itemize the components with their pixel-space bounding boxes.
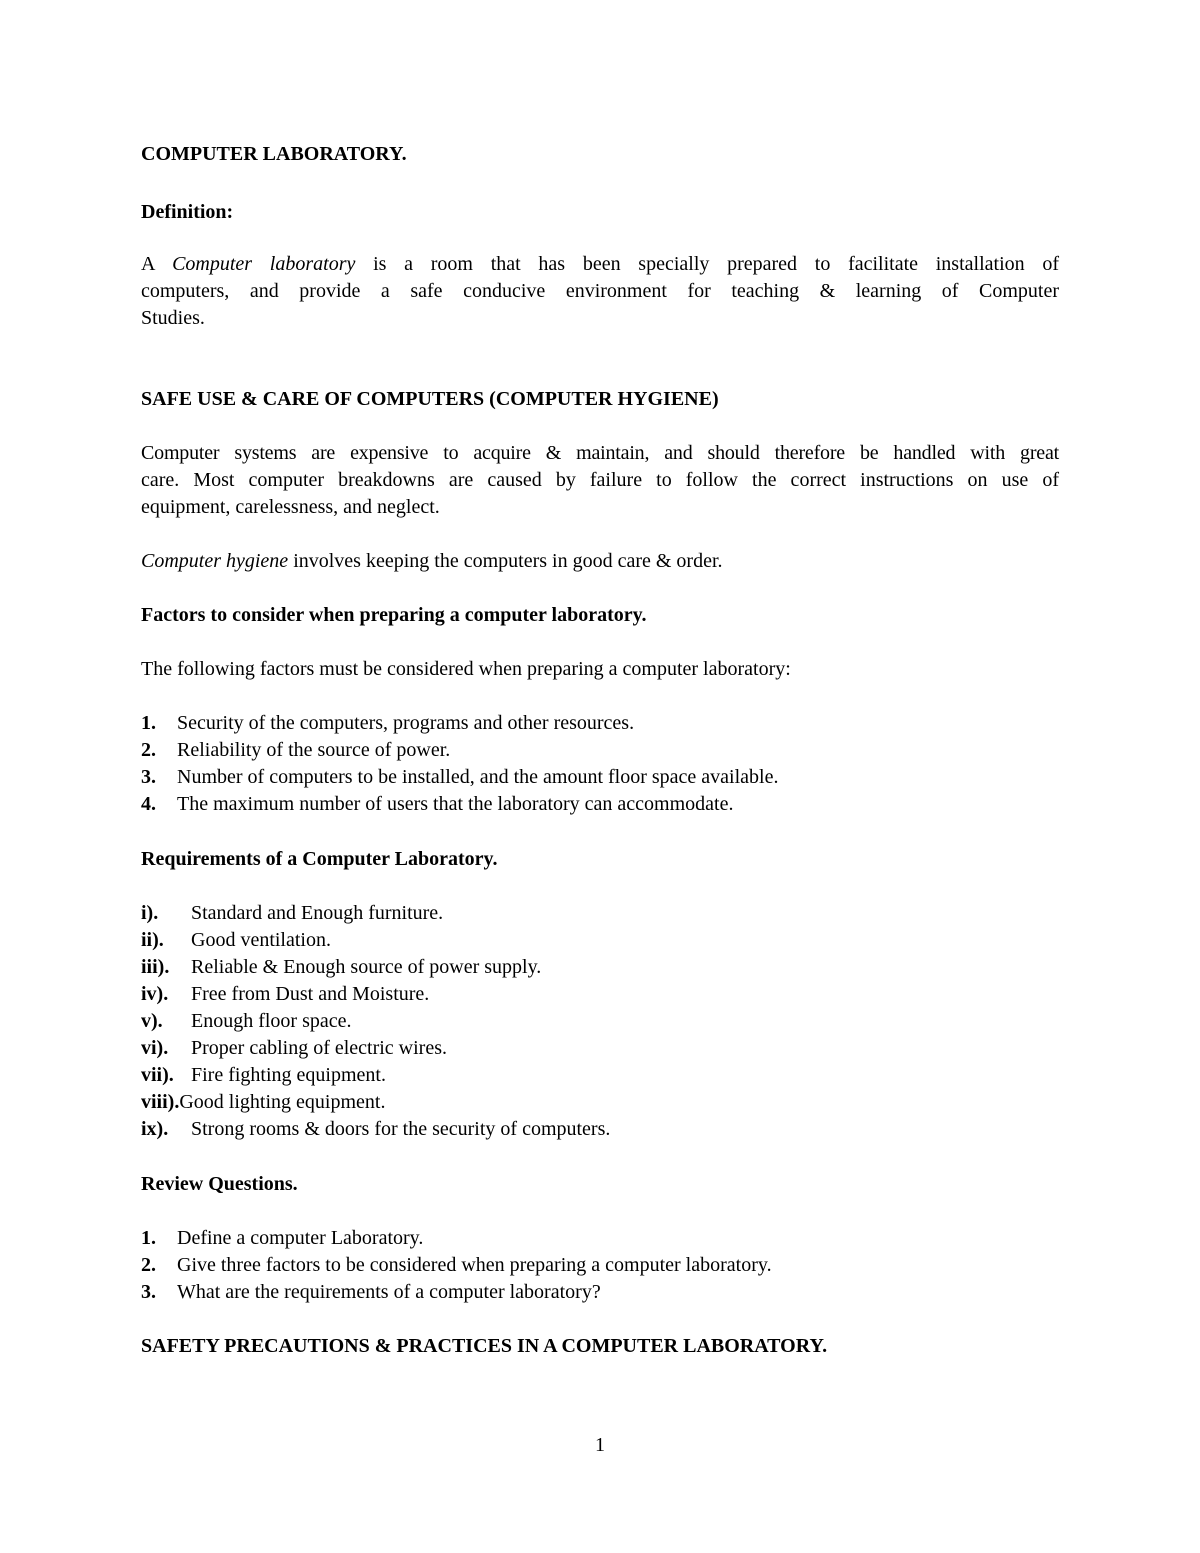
list-item (141, 710, 778, 737)
definition-heading: Definition: (141, 201, 234, 223)
safety-heading: SAFETY PRECAUTIONS & PRACTICES IN A COMPUTER LABORATORY. (141, 1335, 828, 1357)
list-item (141, 1062, 610, 1089)
list-text: Reliable & Enough source of power supply. (191, 956, 542, 978)
list-number: viii). (141, 1091, 180, 1113)
list-number: vi). (141, 1037, 169, 1059)
factors-heading: Factors to consider when preparing a computer laboratory. (141, 604, 647, 626)
factors-list (141, 710, 778, 818)
definition-text-a: A (141, 253, 173, 275)
list-item (141, 1279, 772, 1306)
definition-line-1 (141, 251, 1059, 278)
list-text: Strong rooms & doors for the security of computers. (191, 1118, 611, 1140)
list-number: iv). (141, 983, 169, 1005)
list-item (141, 927, 610, 954)
list-item (141, 1008, 610, 1035)
list-text: Give three factors to be considered when preparing a computer laboratory. (177, 1254, 772, 1276)
list-item (141, 1252, 772, 1279)
definition-term: Computer laboratory (172, 253, 356, 275)
list-item (141, 791, 778, 818)
list-item (141, 737, 778, 764)
hygiene-term: Computer hygiene (141, 550, 289, 572)
list-number: v). (141, 1010, 163, 1032)
review-heading: Review Questions. (141, 1173, 298, 1195)
list-number: 2. (141, 1254, 156, 1276)
list-text: What are the requirements of a computer laboratory? (177, 1281, 601, 1303)
requirements-list (141, 900, 610, 1143)
list-number: ii). (141, 929, 164, 951)
definition-line-3: Studies. (141, 307, 205, 329)
list-text: Standard and Enough furniture. (191, 902, 444, 924)
list-text: The maximum number of users that the laboratory can accommodate. (177, 793, 734, 815)
definition-line-2: computers, and provide a safe conducive environment for teaching & learning of Computer (141, 280, 1059, 302)
list-item (141, 764, 778, 791)
list-text: Fire fighting equipment. (191, 1064, 386, 1086)
list-item (141, 1116, 610, 1143)
safe-use-para-line-3: equipment, carelessness, and neglect. (141, 496, 440, 518)
list-text: Reliability of the source of power. (177, 739, 451, 761)
list-item (141, 981, 610, 1008)
list-text: Define a computer Laboratory. (177, 1227, 424, 1249)
definition-text-rest: is a room that has been specially prepared to facilitate installation of (355, 253, 1060, 275)
list-number: 1. (141, 712, 156, 734)
list-text: Free from Dust and Moisture. (191, 983, 430, 1005)
list-item (141, 954, 610, 981)
safe-use-para-line-2: care. Most computer breakdowns are caused by failure to follow the correct instructions on use of (141, 469, 1059, 491)
page-title: COMPUTER LABORATORY. (141, 143, 407, 165)
list-number: 4. (141, 793, 156, 815)
list-text: Proper cabling of electric wires. (191, 1037, 448, 1059)
list-number: 3. (141, 766, 156, 788)
list-text: Good lighting equipment. (179, 1091, 386, 1113)
list-number: 2. (141, 739, 156, 761)
hygiene-text: involves keeping the computers in good care & order. (288, 550, 723, 572)
list-number: ix). (141, 1118, 169, 1140)
list-number: 3. (141, 1281, 156, 1303)
list-text: Enough floor space. (191, 1010, 352, 1032)
page-number: 1 (595, 1434, 605, 1456)
list-text: Security of the computers, programs and other resources. (177, 712, 635, 734)
list-number: i). (141, 902, 159, 924)
list-item (141, 1035, 610, 1062)
list-item (141, 900, 610, 927)
list-number: 1. (141, 1227, 156, 1249)
safe-use-para-line-1: Computer systems are expensive to acquire & maintain, and should therefore be handled with great (141, 442, 1059, 464)
list-number: iii). (141, 956, 170, 978)
safe-use-heading: SAFE USE & CARE OF COMPUTERS (COMPUTER HYGIENE) (141, 388, 719, 410)
requirements-heading: Requirements of a Computer Laboratory. (141, 848, 498, 870)
list-text: Number of computers to be installed, and the amount floor space available. (177, 766, 779, 788)
list-item (141, 1225, 772, 1252)
hygiene-sentence (141, 548, 723, 575)
list-text: Good ventilation. (191, 929, 331, 951)
list-number: vii). (141, 1064, 174, 1086)
list-item (141, 1089, 610, 1116)
factors-intro: The following factors must be considered when preparing a computer laboratory: (141, 658, 791, 680)
review-list (141, 1225, 772, 1306)
